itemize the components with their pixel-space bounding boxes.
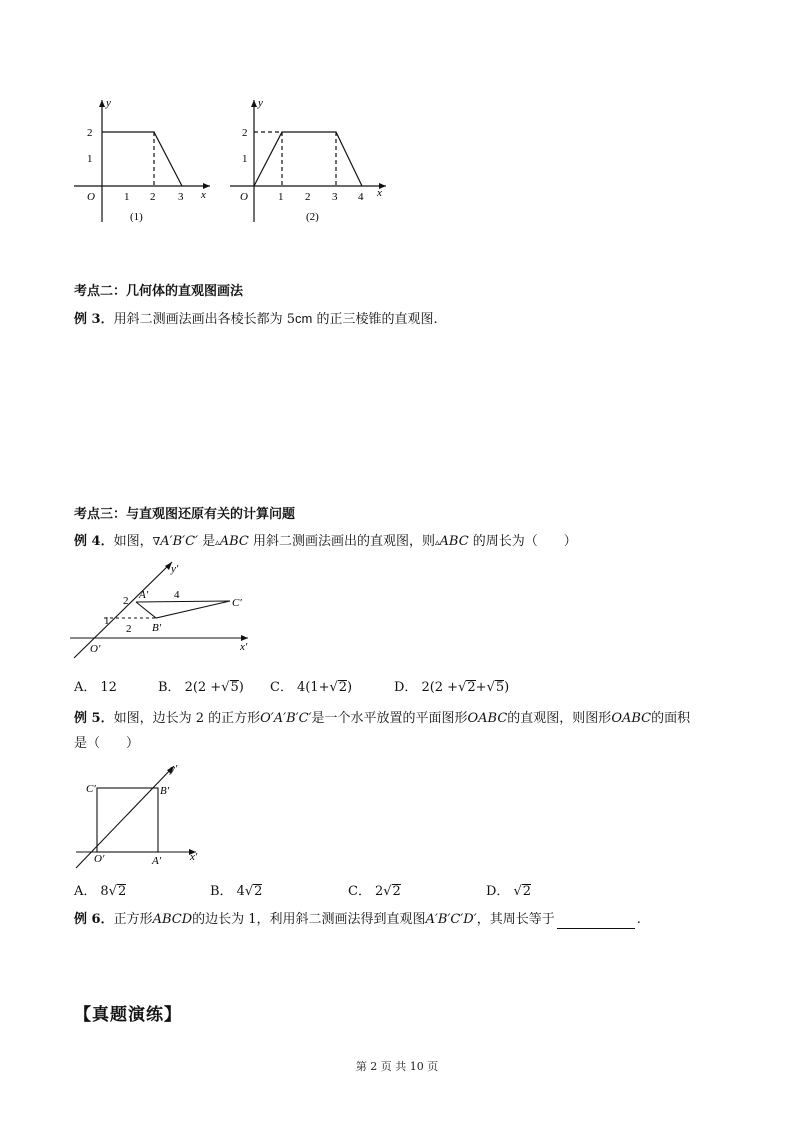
example-6-label: 例 6．: [74, 912, 114, 927]
graph-2-xtick-2: 2: [305, 191, 311, 203]
graph-2: [226, 92, 396, 232]
example-5-choice-d[interactable]: D． √2: [486, 884, 532, 899]
ex5-choice-b-pre: 4: [236, 884, 245, 899]
graph-1: [70, 92, 220, 232]
example-5: [74, 710, 690, 728]
page-footer: 第 2 页 共 10 页: [355, 1060, 439, 1073]
choice-d-rad1: 2: [467, 680, 476, 695]
example-4-t2: 是: [198, 534, 216, 549]
fig5-y-axis: y′: [170, 763, 178, 775]
choice-a-value: 12: [100, 680, 117, 695]
section-3-title: 考点三：与直观图还原有关的计算问题: [74, 507, 296, 522]
example-3-label: 例 3．: [74, 312, 114, 327]
choice-b-post: ): [238, 680, 244, 695]
example-4-name1: A′B′C′: [160, 534, 199, 549]
example-4-t1: 如图，: [113, 534, 153, 549]
fig4-label-2b: 2: [126, 623, 132, 635]
choice-b-label: B．: [158, 680, 181, 695]
graph-1-xtick-3: 3: [178, 191, 184, 203]
fig4-origin: O′: [90, 643, 101, 655]
graph-1-x-label: x: [201, 189, 206, 201]
example-4-choice-d[interactable]: D． 2(2 +√2+√5): [394, 680, 510, 695]
example-5-name2: OABC: [467, 711, 508, 726]
graph-1-caption: (1): [130, 211, 143, 223]
fig4-label-1: 1: [104, 615, 110, 627]
example-6-t2: 的边长为 1，利用斜二测画法得到直观图: [192, 912, 426, 927]
example-4-name3: ABC: [439, 534, 469, 549]
triangle-symbol-small: ▵: [215, 538, 220, 548]
graph-1-y-label: y: [106, 97, 111, 109]
example-6-t3: ，其周长等于: [476, 912, 555, 927]
example-4-figure: [70, 558, 260, 662]
ex5-choice-c-pre: 2: [374, 884, 384, 899]
choice-a-label: A．: [74, 680, 97, 695]
graph-2-x-label: x: [377, 187, 382, 199]
choice-d-rad2: 5: [495, 680, 505, 695]
example-6-t1: 正方形: [113, 912, 153, 927]
answer-blank[interactable]: [557, 915, 635, 929]
ex5-choice-d-rad: 2: [522, 884, 532, 899]
example-5-name3: OABC: [611, 711, 652, 726]
triangle-symbol-small-2: ▵: [434, 538, 440, 548]
ex5-choice-a-label: A．: [74, 884, 97, 899]
ex5-choice-a-rad: 2: [117, 884, 127, 899]
example-6-t4: .: [636, 912, 641, 927]
graph-2-ytick-2: 2: [242, 127, 248, 139]
example-4-name2: ABC: [219, 534, 249, 549]
example-4-choice-a[interactable]: [74, 676, 117, 695]
ex5-choice-b-label: B．: [210, 884, 233, 899]
example-4-t4: 的周长为（ ）: [468, 534, 577, 549]
graph-2-xtick-3: 3: [332, 191, 338, 203]
example-3-text-b: 的正三棱锥的直观图.: [312, 312, 438, 327]
fig4-point-c: C′: [232, 597, 242, 609]
example-3: [74, 310, 438, 329]
section-heading: 【真题演练】: [74, 1005, 182, 1025]
example-5-t2: 是一个水平放置的平面图形: [311, 711, 468, 726]
graph-2-xtick-1: 1: [278, 191, 284, 203]
ex5-choice-a-pre: 8: [100, 884, 109, 899]
example-5-figure: [72, 760, 212, 870]
example-6-name1: ABCD: [152, 912, 193, 927]
example-4-label: 例 4．: [74, 534, 114, 549]
choice-d-mid: +: [475, 680, 487, 695]
example-5-label: 例 5．: [74, 711, 114, 726]
section-2-title: 考点二：几何体的直观图画法: [74, 284, 244, 299]
example-5-t1: 如图，边长为 2 的正方形: [113, 711, 261, 726]
choice-b-rad: 5: [230, 680, 239, 695]
choice-c-label: C．: [270, 680, 293, 695]
graph-1-xtick-1: 1: [124, 191, 130, 203]
choice-c-pre: 4(1+: [296, 680, 330, 695]
example-5-line2: 是（ ）: [74, 736, 140, 751]
fig5-origin: O′: [94, 853, 105, 865]
example-5-t3: 的直观图，则图形: [507, 711, 612, 726]
ex5-choice-c-label: C．: [348, 884, 371, 899]
fig4-y-axis: y′: [171, 563, 179, 575]
fig5-point-c: C′: [86, 783, 96, 795]
example-4-choice-c[interactable]: C． 4(1+√2): [270, 680, 353, 695]
example-4-choice-b[interactable]: B． 2(2 +√5): [158, 680, 244, 695]
example-5-name1: O′A′B′C′: [260, 711, 312, 726]
ex5-choice-c-rad: 2: [392, 884, 401, 899]
graph-2-y-label: y: [258, 97, 263, 109]
fig4-x-axis: x′: [240, 641, 248, 653]
example-5-choice-a[interactable]: A． 8√2: [74, 884, 127, 899]
graph-2-xtick-4: 4: [358, 191, 364, 203]
graph-1-ytick-2: 2: [87, 127, 93, 139]
example-3-unit: cm: [294, 311, 313, 326]
choice-d-pre: 2(2 +: [421, 680, 459, 695]
graph-2-ytick-1: 1: [242, 153, 248, 165]
fig4-label-2: 2: [123, 595, 129, 607]
graph-2-origin: O: [240, 191, 248, 203]
choice-c-rad: 2: [338, 680, 348, 695]
graph-2-caption: (2): [306, 211, 319, 223]
choice-d-label: D．: [394, 680, 418, 695]
example-5-t4: 的面积: [651, 711, 691, 726]
ex5-choice-b-rad: 2: [254, 884, 263, 899]
example-6: [74, 911, 641, 929]
ex5-choice-d-label: D．: [486, 884, 510, 899]
example-4-t3: 用斜二测画法画出的直观图，则: [248, 534, 435, 549]
example-5-choice-b[interactable]: B． 4√2: [210, 884, 263, 899]
fig4-point-a: A′: [139, 589, 149, 601]
fig4-label-4: 4: [174, 589, 180, 601]
example-4: [74, 533, 577, 552]
graph-1-xtick-2: 2: [150, 191, 156, 203]
fig5-x-axis: x′: [190, 851, 198, 863]
graph-1-origin: O: [87, 191, 95, 203]
example-5-choice-c[interactable]: C． 2√2: [348, 884, 401, 899]
triangle-symbol: ∇: [152, 535, 161, 548]
choice-b-pre: 2(2 +: [184, 680, 222, 695]
choice-c-post: ): [347, 680, 353, 695]
graph-1-ytick-1: 1: [87, 153, 93, 165]
fig5-point-a: A′: [152, 855, 162, 867]
choice-d-post: ): [504, 680, 510, 695]
fig4-point-b: B′: [152, 622, 162, 634]
example-6-name2: A′B′C′D′: [425, 912, 477, 927]
fig5-point-b: B′: [160, 785, 170, 797]
example-3-text-a: 用斜二测画法画出各棱长都为 5: [113, 312, 295, 327]
